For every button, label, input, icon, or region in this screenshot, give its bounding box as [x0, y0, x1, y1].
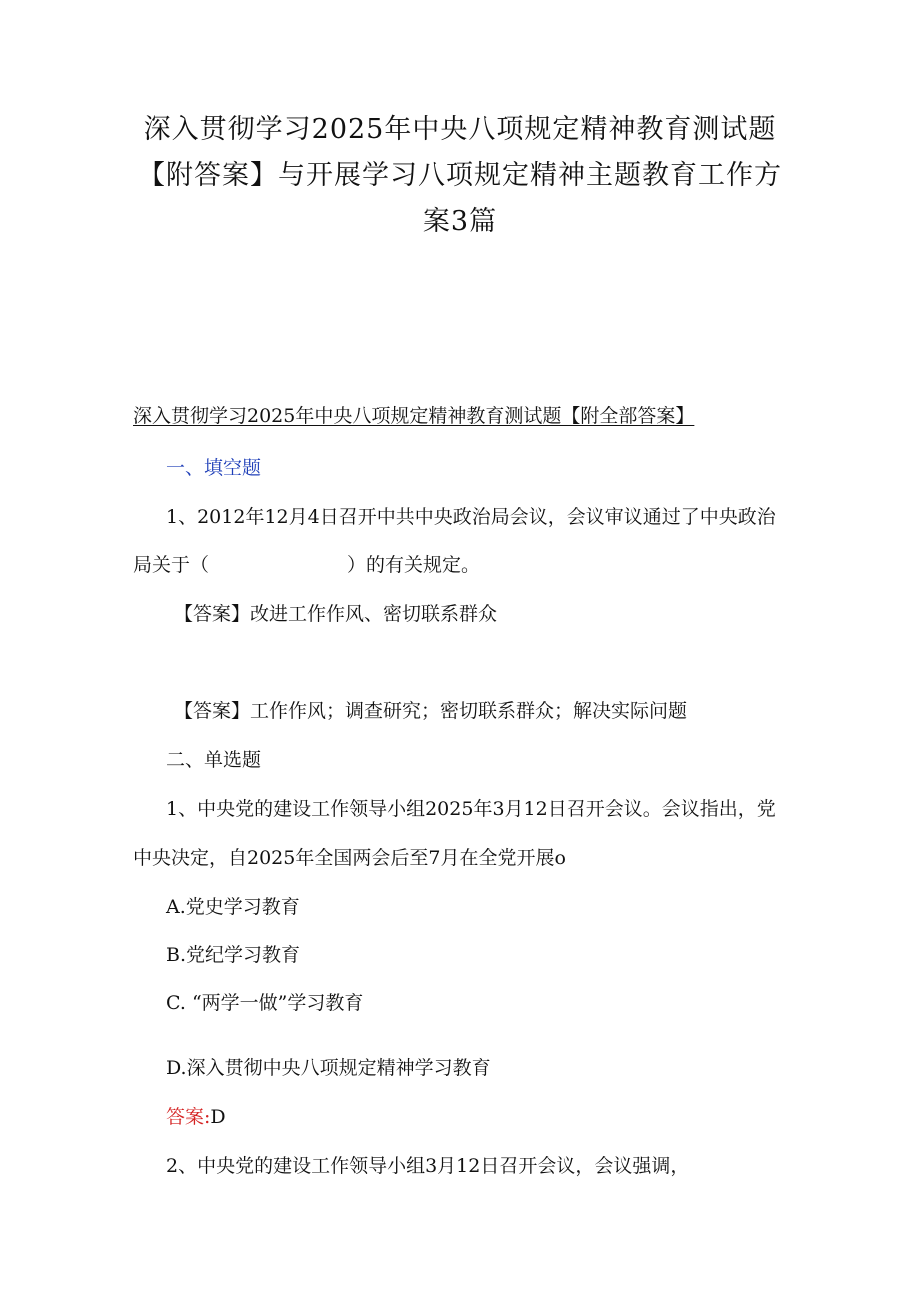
single-choice-question-1-line-2: 中央决定，自2025年全国两会后至7月在全党开展o: [133, 847, 566, 869]
option-d: D.深入贯彻中央八项规定精神学习教育: [166, 1057, 491, 1079]
document-title-line-2: 【附答案】与开展学习八项规定精神主题教育工作方: [138, 160, 782, 191]
fill-blank-heading: 一、填空题: [166, 457, 262, 479]
single-choice-heading: 二、单选题: [166, 749, 262, 771]
fill-blank-question-1-line-2: [133, 551, 480, 579]
option-c: C. “两学一做”学习教育: [166, 992, 364, 1014]
fill-blank-question-1-prefix: 局关于（: [133, 554, 210, 576]
answer-line: [166, 1103, 226, 1131]
single-choice-question-1-line-1: 1、中央党的建设工作领导小组2025年3月12日召开会议。会议指出，党: [166, 798, 776, 820]
fill-blank-question-1-suffix: ）的有关规定。: [347, 554, 481, 576]
option-a: A.党史学习教育: [166, 896, 300, 918]
document-title-line-3: 案3篇: [422, 206, 498, 237]
answer-value: D: [210, 1106, 226, 1128]
option-b: B.党纪学习教育: [166, 944, 301, 966]
answer-label: 答案:: [166, 1106, 211, 1128]
section-subheading: 深入贯彻学习2025年中央八项规定精神教育测试题【附全部答案】: [133, 405, 695, 427]
document-title-line-1: 深入贯彻学习2025年中央八项规定精神教育测试题: [143, 114, 777, 145]
fill-blank-question-1-line-1: 1、2012年12月4日召开中共中央政治局会议，会议审议通过了中央政治: [166, 506, 776, 528]
fill-blank-answer-1: 【答案】改进工作作风、密切联系群众: [174, 603, 498, 625]
fill-blank-answer-2: 【答案】工作作风；调查研究；密切联系群众；解决实际问题: [174, 700, 688, 722]
single-choice-question-2-line-1: 2、中央党的建设工作领导小组3月12日召开会议，会议强调，: [166, 1155, 690, 1177]
